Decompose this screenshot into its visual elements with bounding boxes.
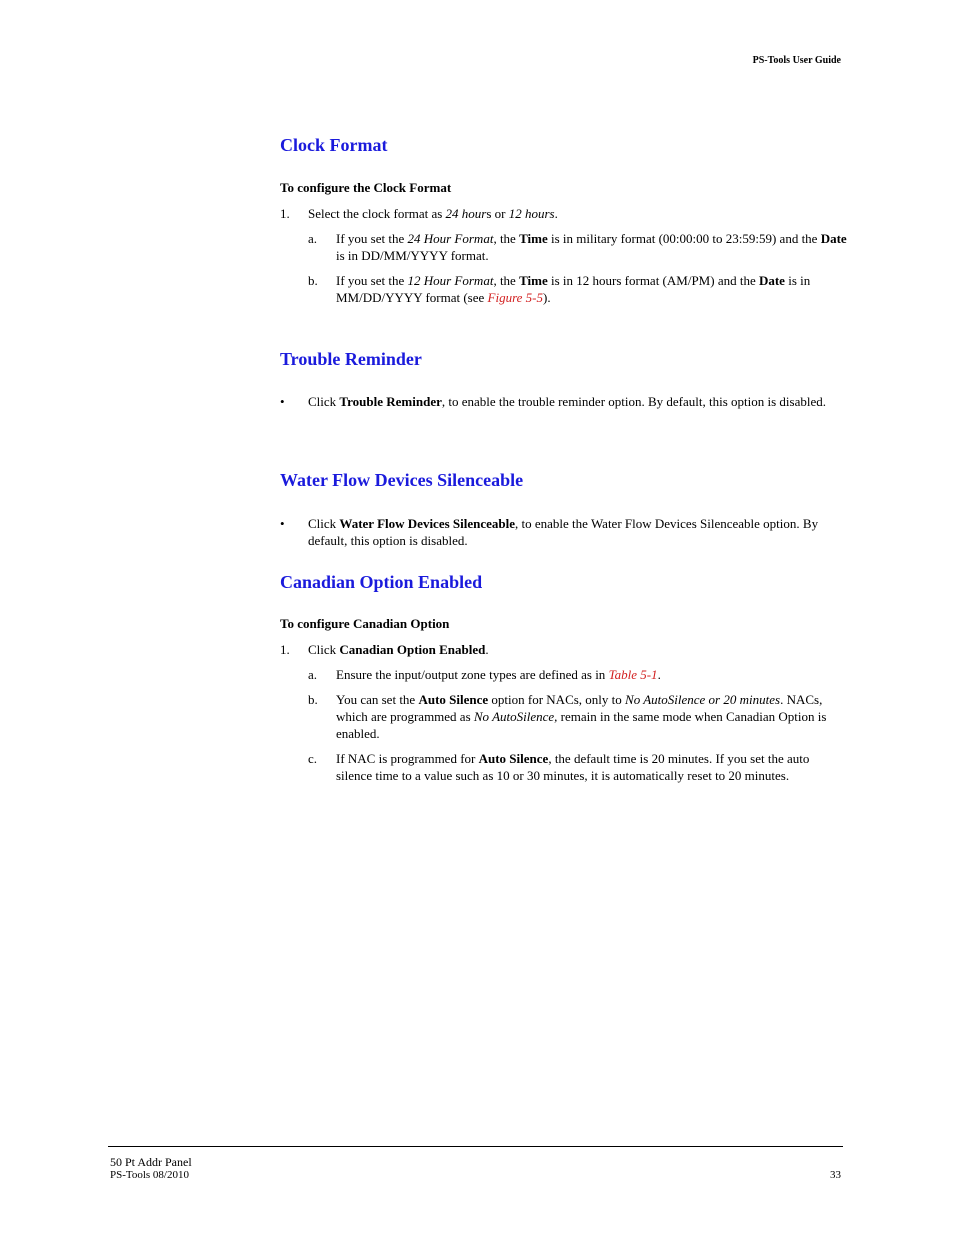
substep-text: If you set the 12 Hour Format, the Time is in 12 hours format (AM/PM) and the Date is in MM/DD/YYYY format (see Figure 5-5). (336, 273, 811, 305)
heading-trouble-reminder: Trouble Reminder (280, 349, 422, 369)
figure-link[interactable]: Figure 5-5 (487, 290, 544, 305)
step-text: Click Canadian Option Enabled. (308, 642, 489, 657)
substep-letter: b. (308, 273, 318, 288)
page-number: 33 (830, 1169, 841, 1181)
substep-text: Ensure the input/output zone types are defined as in Table 5-1. (336, 667, 661, 682)
heading-water-flow: Water Flow Devices Silenceable (280, 470, 524, 490)
substep-text: If NAC is programmed for Auto Silence, the default time is 20 minutes. If you set the auto silence time to a value such as 10 or 30 minutes, it is automatically reset to 20 minutes. (336, 751, 810, 783)
heading-clock-format: Clock Format (280, 135, 388, 155)
bullet-text: Click Trouble Reminder, to enable the trouble reminder option. By default, this option is disabled. (308, 394, 827, 409)
running-header: PS-Tools User Guide (752, 55, 841, 66)
bullet: • (280, 516, 285, 531)
step-number: 1. (280, 206, 290, 221)
step-text: Select the clock format as 24 hours or 12 hours. (308, 206, 558, 221)
substep-text: You can set the Auto Silence option for NACs, only to No AutoSilence or 20 minutes. NACs, which are programmed as No AutoSilence, remain in the same mode when Canadian Option is enabled. (336, 692, 827, 741)
substep-letter: b. (308, 692, 318, 707)
procedure-title-clock: To configure the Clock Format (280, 180, 452, 195)
substep-letter: a. (308, 231, 318, 246)
table-link[interactable]: Table 5-1 (608, 667, 658, 682)
footer-rule (108, 1146, 843, 1147)
substep-text: If you set the 24 Hour Format, the Time is in military format (00:00:00 to 23:59:59) and the Date is in DD/MM/YYYY format. (336, 231, 847, 263)
substep-letter: c. (308, 751, 318, 766)
footer-doc-date: PS-Tools 08/2010 (110, 1169, 189, 1181)
heading-canadian-option: Canadian Option Enabled (280, 572, 483, 592)
bullet: • (280, 394, 285, 409)
footer-product: 50 Pt Addr Panel (110, 1155, 192, 1169)
step-number: 1. (280, 642, 290, 657)
substep-letter: a. (308, 667, 318, 682)
bullet-text: Click Water Flow Devices Silenceable, to enable the Water Flow Devices Silenceable option. By default, this option is disabled. (308, 516, 819, 548)
procedure-title-canadian: To configure Canadian Option (280, 616, 450, 631)
